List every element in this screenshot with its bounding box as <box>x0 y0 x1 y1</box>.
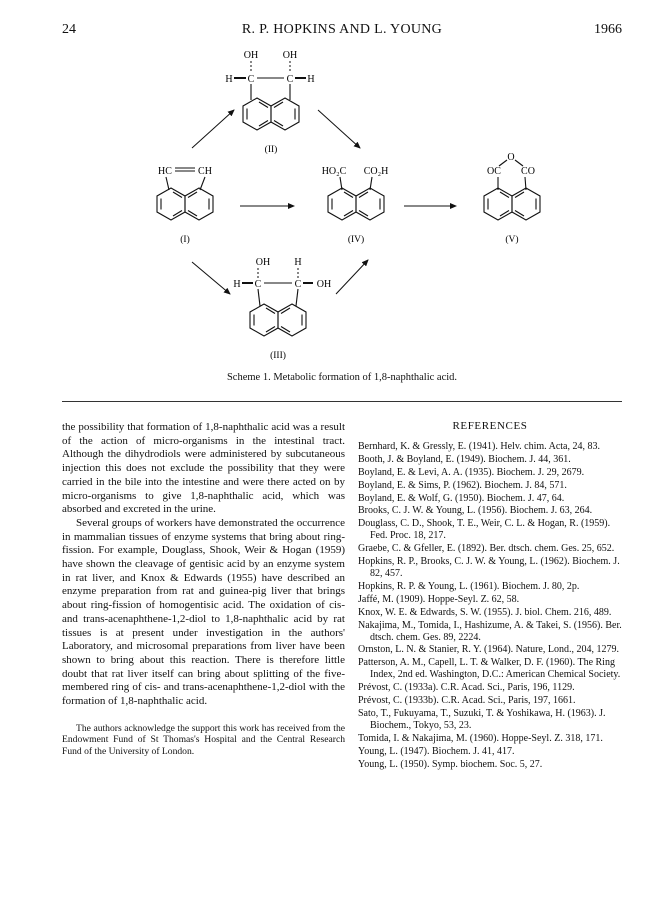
scheme-caption: Scheme 1. Metabolic formation of 1,8-naphthalic acid. <box>226 372 458 383</box>
II-label: (II) <box>264 145 278 155</box>
compound-IV <box>322 166 389 245</box>
III-c-left: C <box>254 279 262 290</box>
II-c-left: C <box>247 74 255 85</box>
compound-III <box>233 257 331 361</box>
V-label: (V) <box>505 235 519 245</box>
II-oh-right: OH <box>282 50 298 61</box>
reference-item: Douglass, C. D., Shook, T. E., Weir, C. L. & Hogan, R. (1959). Fed. Proc. 18, 217. <box>358 518 611 542</box>
III-oh: OH <box>255 257 271 268</box>
acknowledgement: The authors acknowledge the support this work has received from the Endowment Fund of St Thomas's Hospital and the Central Research Fund of the University of London. <box>62 722 345 757</box>
reference-item: Patterson, A. M., Capell, L. T. & Walker, D. F. (1960). The Ring Index, 2nd ed. Washington, D.C.: American Chemical Society. <box>358 657 621 681</box>
reference-item: Knox, W. E. & Edwards, S. W. (1955). J. biol. Chem. 216, 489. <box>358 606 612 618</box>
III-c-right: C <box>294 279 302 290</box>
reference-list <box>358 441 622 771</box>
reference-item: Bernhard, K. & Gressly, E. (1941). Helv. chim. Acta, 24, 83. <box>358 440 600 452</box>
V-o: O <box>507 152 515 163</box>
II-h-left: H <box>225 74 233 85</box>
reference-item: Young, L. (1947). Biochem. J. 41, 417. <box>358 745 515 757</box>
body-paragraph: the possibility that formation of 1,8-naphthalic acid was a result of the action of micro-organisms in the intestinal tract. Although the dihydrodiols were administered by subcutaneous injection this does not exclude the possibility that they were carried in the bile into the intestine and were there acted on by micro-organisms to give 1,8-naphthalic acid, which was absorbed and excreted in the urine. <box>62 421 345 516</box>
references-heading: REFERENCES <box>452 420 528 432</box>
II-c-right: C <box>286 74 294 85</box>
reference-item: Hopkins, R. P., Brooks, C. J. W. & Young, L. (1962). Biochem. J. 82, 457. <box>358 556 620 579</box>
running-header <box>62 22 622 42</box>
compound-V <box>484 152 540 245</box>
compound-I <box>157 166 213 245</box>
arrow-I-to-II <box>192 110 234 148</box>
II-h-right: H <box>307 74 315 85</box>
I-ch: CH <box>198 166 212 177</box>
reference-item: Prévost, C. (1933b). C.R. Acad. Sci., Paris, 197, 1661. <box>358 695 576 707</box>
II-oh-left: OH <box>243 50 259 61</box>
IV-co2h: CO₂H <box>363 166 389 177</box>
V-co: CO <box>521 166 535 177</box>
reference-item: Boyland, E. & Levi, A. A. (1935). Biochem. J. 29, 2679. <box>358 466 585 478</box>
arrow-II-to-IV <box>318 110 360 148</box>
reference-item: Graebe, C. & Gfeller, E. (1892). Ber. dtsch. chem. Ges. 25, 652. <box>358 543 615 555</box>
I-hc: HC <box>158 166 172 177</box>
body-paragraph: Several groups of workers have demonstrated the occurrence in mammalian tissues of enzyme systems that bring about ring-fission. For example, Douglass, Shook, Weir & Hogan (1959) have shown the cleavage of gentisic acid by an enzyme system in rat liver, and Knox & Edwards (1955) have described an enzyme preparation from rat and guinea-pig liver that brings about ring-fission of homogentisic acid. The oxidation of cis- and trans-acenaphthene-1,2-diol to 1,8-naphthalic acid by rat tissues is at present under investigation in the authors' Laboratory, and microsomal preparations from liver have been shown to bring about this reaction. There is therefore little doubt that rat liver itself can bring about splitting of the five-membered ring of cis- and trans-acenaphthene-1,2-diol with the formation of 1,8-naphthalic acid. <box>62 516 345 708</box>
IV-ho2c: HO₂C <box>321 166 347 177</box>
year: 1966 <box>594 22 622 37</box>
III-oh-right: OH <box>316 279 332 290</box>
V-oc: OC <box>487 166 501 177</box>
metabolic-scheme <box>62 44 622 374</box>
reference-item: Booth, J. & Boyland, E. (1949). Biochem. J. 44, 361. <box>358 453 571 465</box>
reference-item: Ornston, L. N. & Stanier, R. Y. (1964). Nature, Lond., 204, 1279. <box>358 644 619 656</box>
III-h-top: H <box>294 257 302 268</box>
arrow-I-to-III <box>192 262 230 294</box>
reference-item: Prévost, C. (1933a). C.R. Acad. Sci., Paris, 196, 1129. <box>358 682 575 694</box>
references-column <box>358 421 622 771</box>
running-title: R. P. HOPKINS AND L. YOUNG <box>241 22 443 37</box>
reference-item: Nakajima, M., Tomida, I., Hashizume, A. & Takei, S. (1956). Ber. dtsch. chem. Ges. 89, 2224. <box>358 619 622 643</box>
reference-item: Hopkins, R. P. & Young, L. (1961). Biochem. J. 80, 2p. <box>358 580 580 592</box>
section-divider <box>62 401 622 402</box>
I-label: (I) <box>180 235 190 245</box>
III-h-left: H <box>233 279 241 290</box>
compound-II <box>225 50 314 155</box>
reference-item: Boyland, E. & Wolf, G. (1950). Biochem. J. 47, 64. <box>358 492 565 504</box>
reference-item: Boyland, E. & Sims, P. (1962). Biochem. J. 84, 571. <box>358 479 567 491</box>
reference-item: Sato, T., Fukuyama, T., Suzuki, T. & Yoshikawa, H. (1963). J. Biochem., Tokyo, 53, 23. <box>358 707 606 731</box>
body-text-column <box>62 421 345 758</box>
IV-label: (IV) <box>347 235 365 245</box>
reference-item: Tomida, I. & Nakajima, M. (1960). Hoppe-Seyl. Z. 318, 171. <box>358 732 603 744</box>
page-number: 24 <box>62 22 76 37</box>
arrow-III-to-IV <box>336 260 368 294</box>
reference-item: Brooks, C. J. W. & Young, L. (1956). Biochem. J. 63, 264. <box>358 505 593 517</box>
III-label: (III) <box>270 351 286 361</box>
reference-item: Young, L. (1950). Symp. biochem. Soc. 5, 27. <box>358 758 543 770</box>
reference-item: Jaffé, M. (1909). Hoppe-Seyl. Z. 62, 58. <box>358 593 520 605</box>
